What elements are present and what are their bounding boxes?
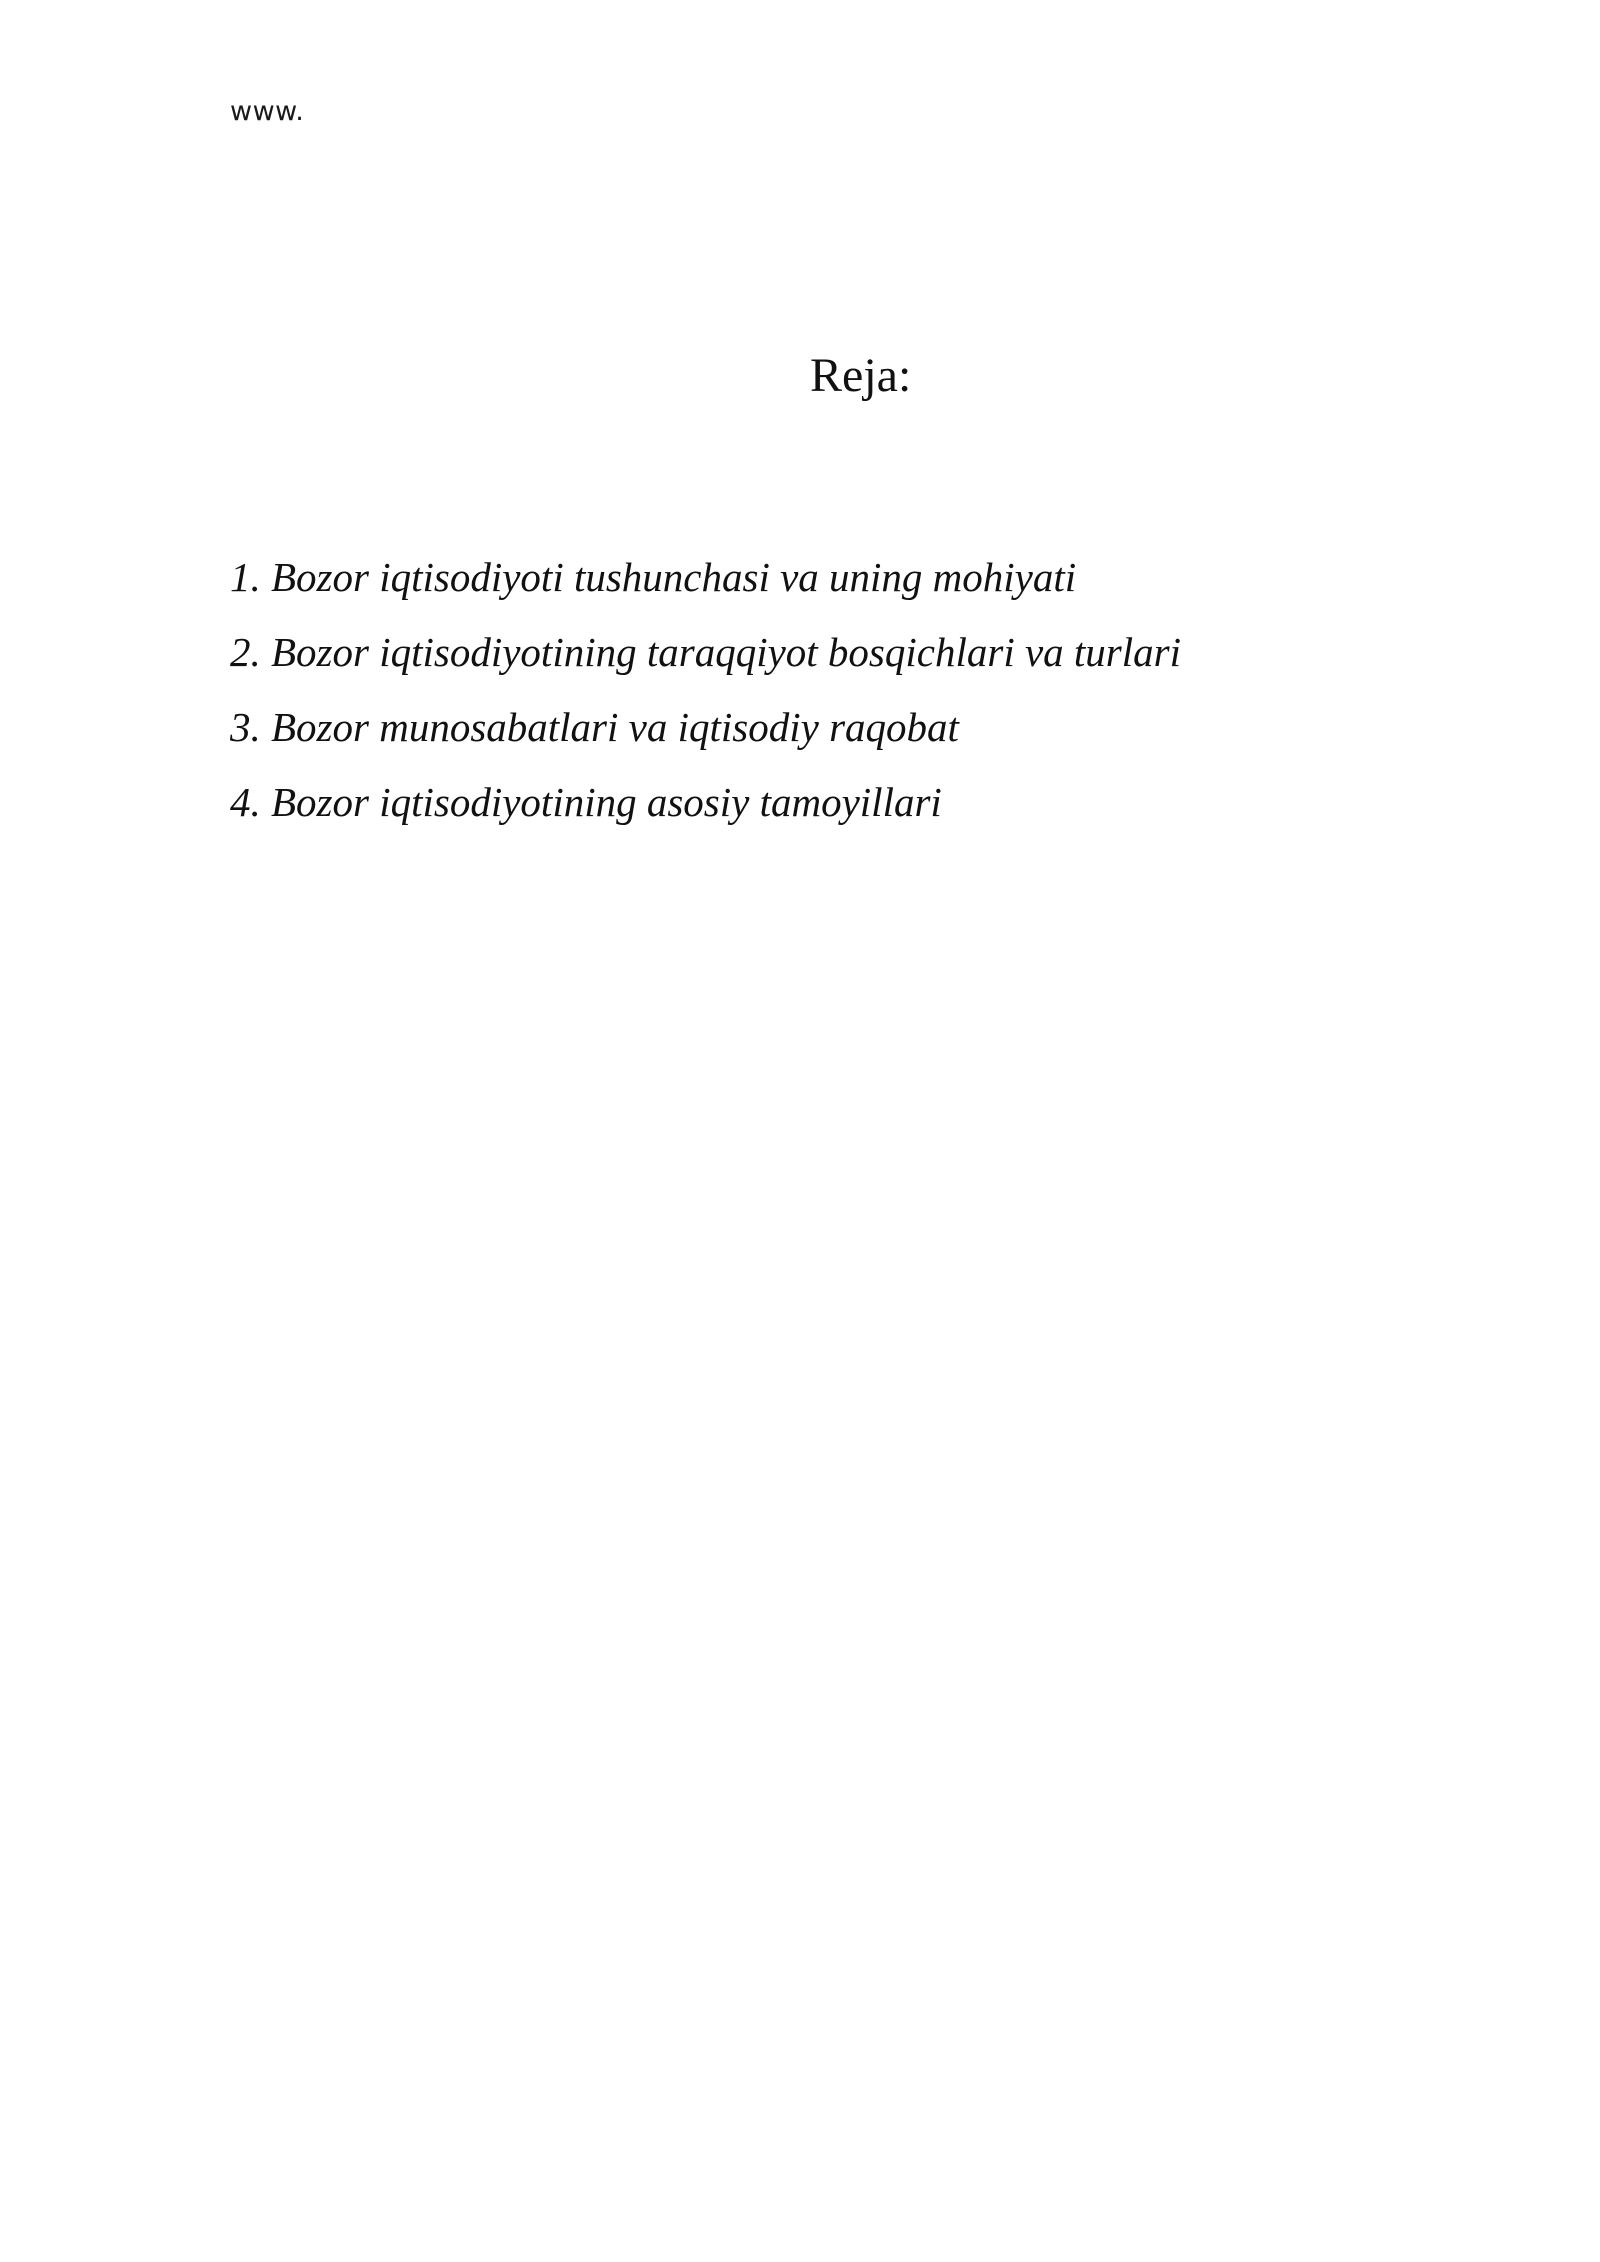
plan-item-1: 1. Bozor iqtisodiyoti tushunchasi va uning mohiyati bbox=[230, 554, 1077, 600]
plan-list bbox=[230, 540, 1430, 840]
plan-item-4: 4. Bozor iqtisodiyotining asosiy tamoyillari bbox=[230, 779, 942, 825]
plan-title: Reja: bbox=[810, 349, 912, 402]
plan-item-2: 2. Bozor iqtisodiyotining taraqqiyot bosqichlari va turlari bbox=[230, 629, 1181, 675]
plan-item-3: 3. Bozor munosabatlari va iqtisodiy raqobat bbox=[230, 704, 959, 750]
header-url-text: www. bbox=[230, 96, 305, 127]
